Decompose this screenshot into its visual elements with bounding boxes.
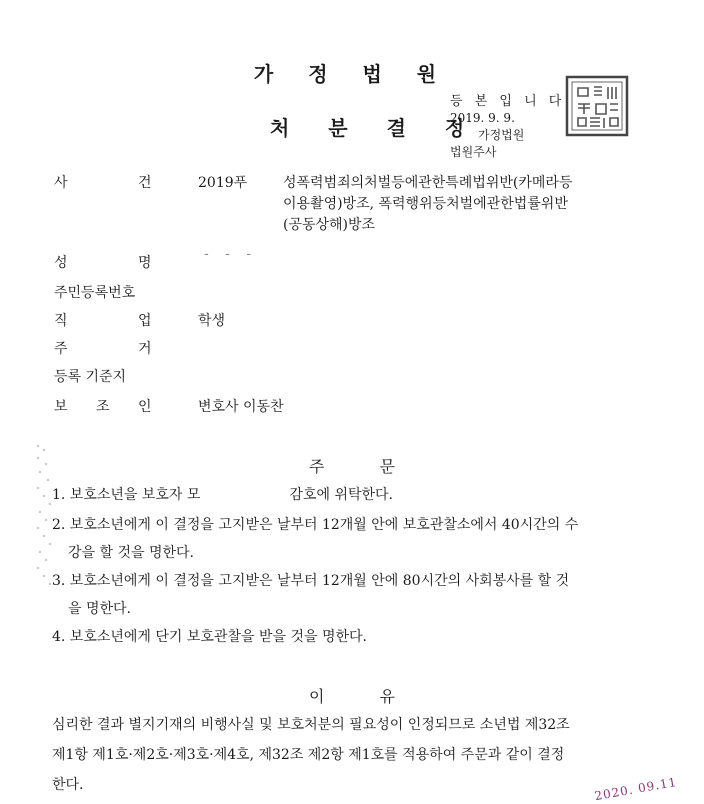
certification-line1: 등 본 입 니 다 xyxy=(450,94,566,109)
assistant-value: 변호사 이동찬 xyxy=(198,399,284,415)
order-item-3: 3. 보호소년에게 이 결정을 고지받은 날부터 12개월 안에 80시간의 사회봉사를 할 것 xyxy=(52,573,570,589)
address-label: 주 거 xyxy=(54,341,152,357)
assistant-label: 보 조 인 xyxy=(54,399,152,415)
name-value: - - - xyxy=(204,246,258,262)
resident-number-label: 주민등록번호 xyxy=(54,285,136,301)
received-date-stamp: 2020. 09.11 xyxy=(593,774,679,804)
reason-line-2: 제1항 제1호·제2호·제3호·제4호, 제32조 제2항 제1호를 적용하여 주문과 같이 결정 xyxy=(52,747,565,763)
case-label-a: 사 xyxy=(54,175,68,191)
case-label-b: 건 xyxy=(138,175,152,191)
occupation-label: 직 업 xyxy=(54,313,152,329)
case-charge-line3: (공동상해)방조 xyxy=(283,217,376,233)
registration-base-label: 등록 기준지 xyxy=(54,369,127,385)
order-item-3-cont: 을 명한다. xyxy=(68,601,131,617)
occupation-value: 학생 xyxy=(198,313,226,329)
court-seal-stamp xyxy=(564,74,630,138)
reason-heading: 이 유 xyxy=(309,687,395,706)
reason-line-3: 한다. xyxy=(52,777,84,793)
order-item-1: 1. 보호소년을 보호자 모 감호에 위탁한다. xyxy=(52,487,393,503)
case-charge-line1: 성폭력범죄의처벌등에관한특례법위반(카메라등 xyxy=(283,175,573,191)
case-charge-line2: 이용촬영)방조, 폭력행위등처벌에관한법률위반 xyxy=(283,196,568,212)
court-name: 가 정 법 원 xyxy=(253,62,451,86)
reason-line-1: 심리한 결과 별지기재의 비행사실 및 보호처분의 필요성이 인정되므로 소년법 제32조 xyxy=(52,717,570,733)
name-label: 성 명 xyxy=(54,255,152,271)
document-title: 처 분 결 정 xyxy=(270,116,481,140)
certification-date: 2019. 9. 9. xyxy=(450,111,515,125)
case-number: 2019푸 xyxy=(198,175,248,191)
certification-clerk: 법원주사 xyxy=(450,145,497,159)
order-item-4: 4. 보호소년에게 단기 보호관찰을 받을 것을 명한다. xyxy=(52,629,367,645)
order-item-2: 2. 보호소년에게 이 결정을 고지받은 날부터 12개월 안에 보호관찰소에서 40시간의 수 xyxy=(52,517,579,533)
certification-court: 가정법원 xyxy=(478,128,525,142)
certification-block xyxy=(450,93,565,161)
order-heading: 주 문 xyxy=(309,457,395,476)
case-label xyxy=(54,172,152,192)
order-item-2-cont: 강을 할 것을 명한다. xyxy=(68,545,194,561)
